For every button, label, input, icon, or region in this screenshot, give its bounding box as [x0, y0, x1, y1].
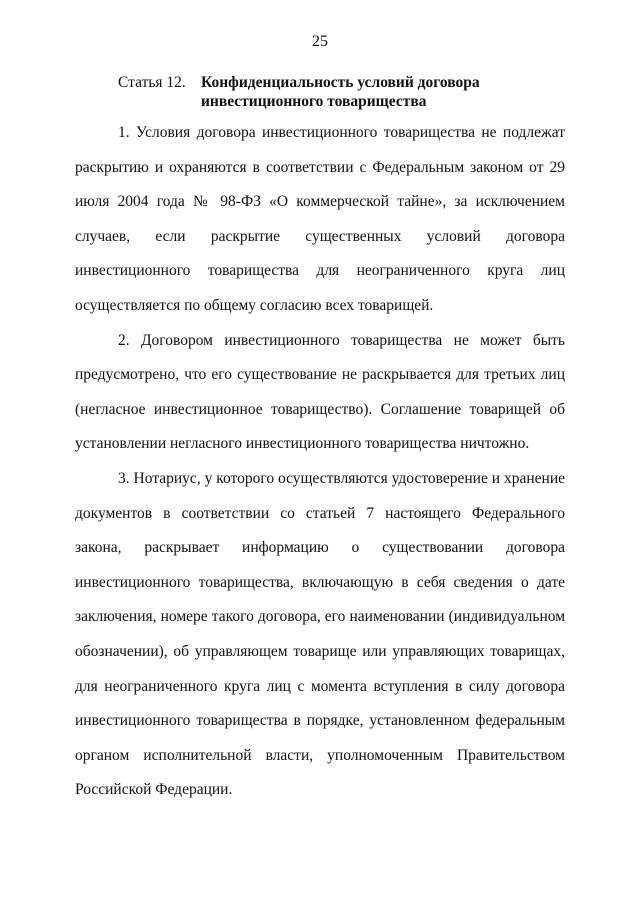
article-heading	[118, 73, 578, 111]
article-body	[75, 116, 565, 808]
paragraph-2: 2. Договором инвестиционного товарищества не может быть предусмотрено, что его существование не раскрывается для третьих лиц (негласное инвестиционное товарищество). Соглашение товарищей об установлении негласного инвестиционного товарищества ничтожно.	[75, 331, 565, 453]
paragraph-1: 1. Условия договора инвестиционного товарищества не подлежат раскрытию и охраняются в соответствии с Федеральным законом от 29 июля 2004 года № 98-ФЗ «О коммерческой тайне», за исключением случаев, если раскрытие существенных условий договора инвестиционного товарищества для неограниченного круга лиц осуществляется по общему согласию всех товарищей.	[75, 124, 565, 314]
article-title: Конфиденциальность условий договора инвестиционного товарищества	[201, 74, 480, 110]
page-number: 25	[312, 33, 328, 50]
paragraph-3: 3. Нотариус, у которого осуществляются удостоверение и хранение документов в соответствии со статьей 7 настоящего Федерального закона, раскрывает информацию о существовании договора инвестиционного товарищества, включающую в себя сведения о дате заключения, номере такого договора, его наименовании (индивидуальном обозначении), об управляющем товарище или управляющих товарищах, для неограниченного круга лиц с момента вступления в силу договора инвестиционного товарищества в порядке, установленном федеральным органом исполнительной власти, уполномоченным Правительством Российской Федерации.	[75, 469, 565, 799]
article-label: Статья 12.	[118, 74, 186, 91]
